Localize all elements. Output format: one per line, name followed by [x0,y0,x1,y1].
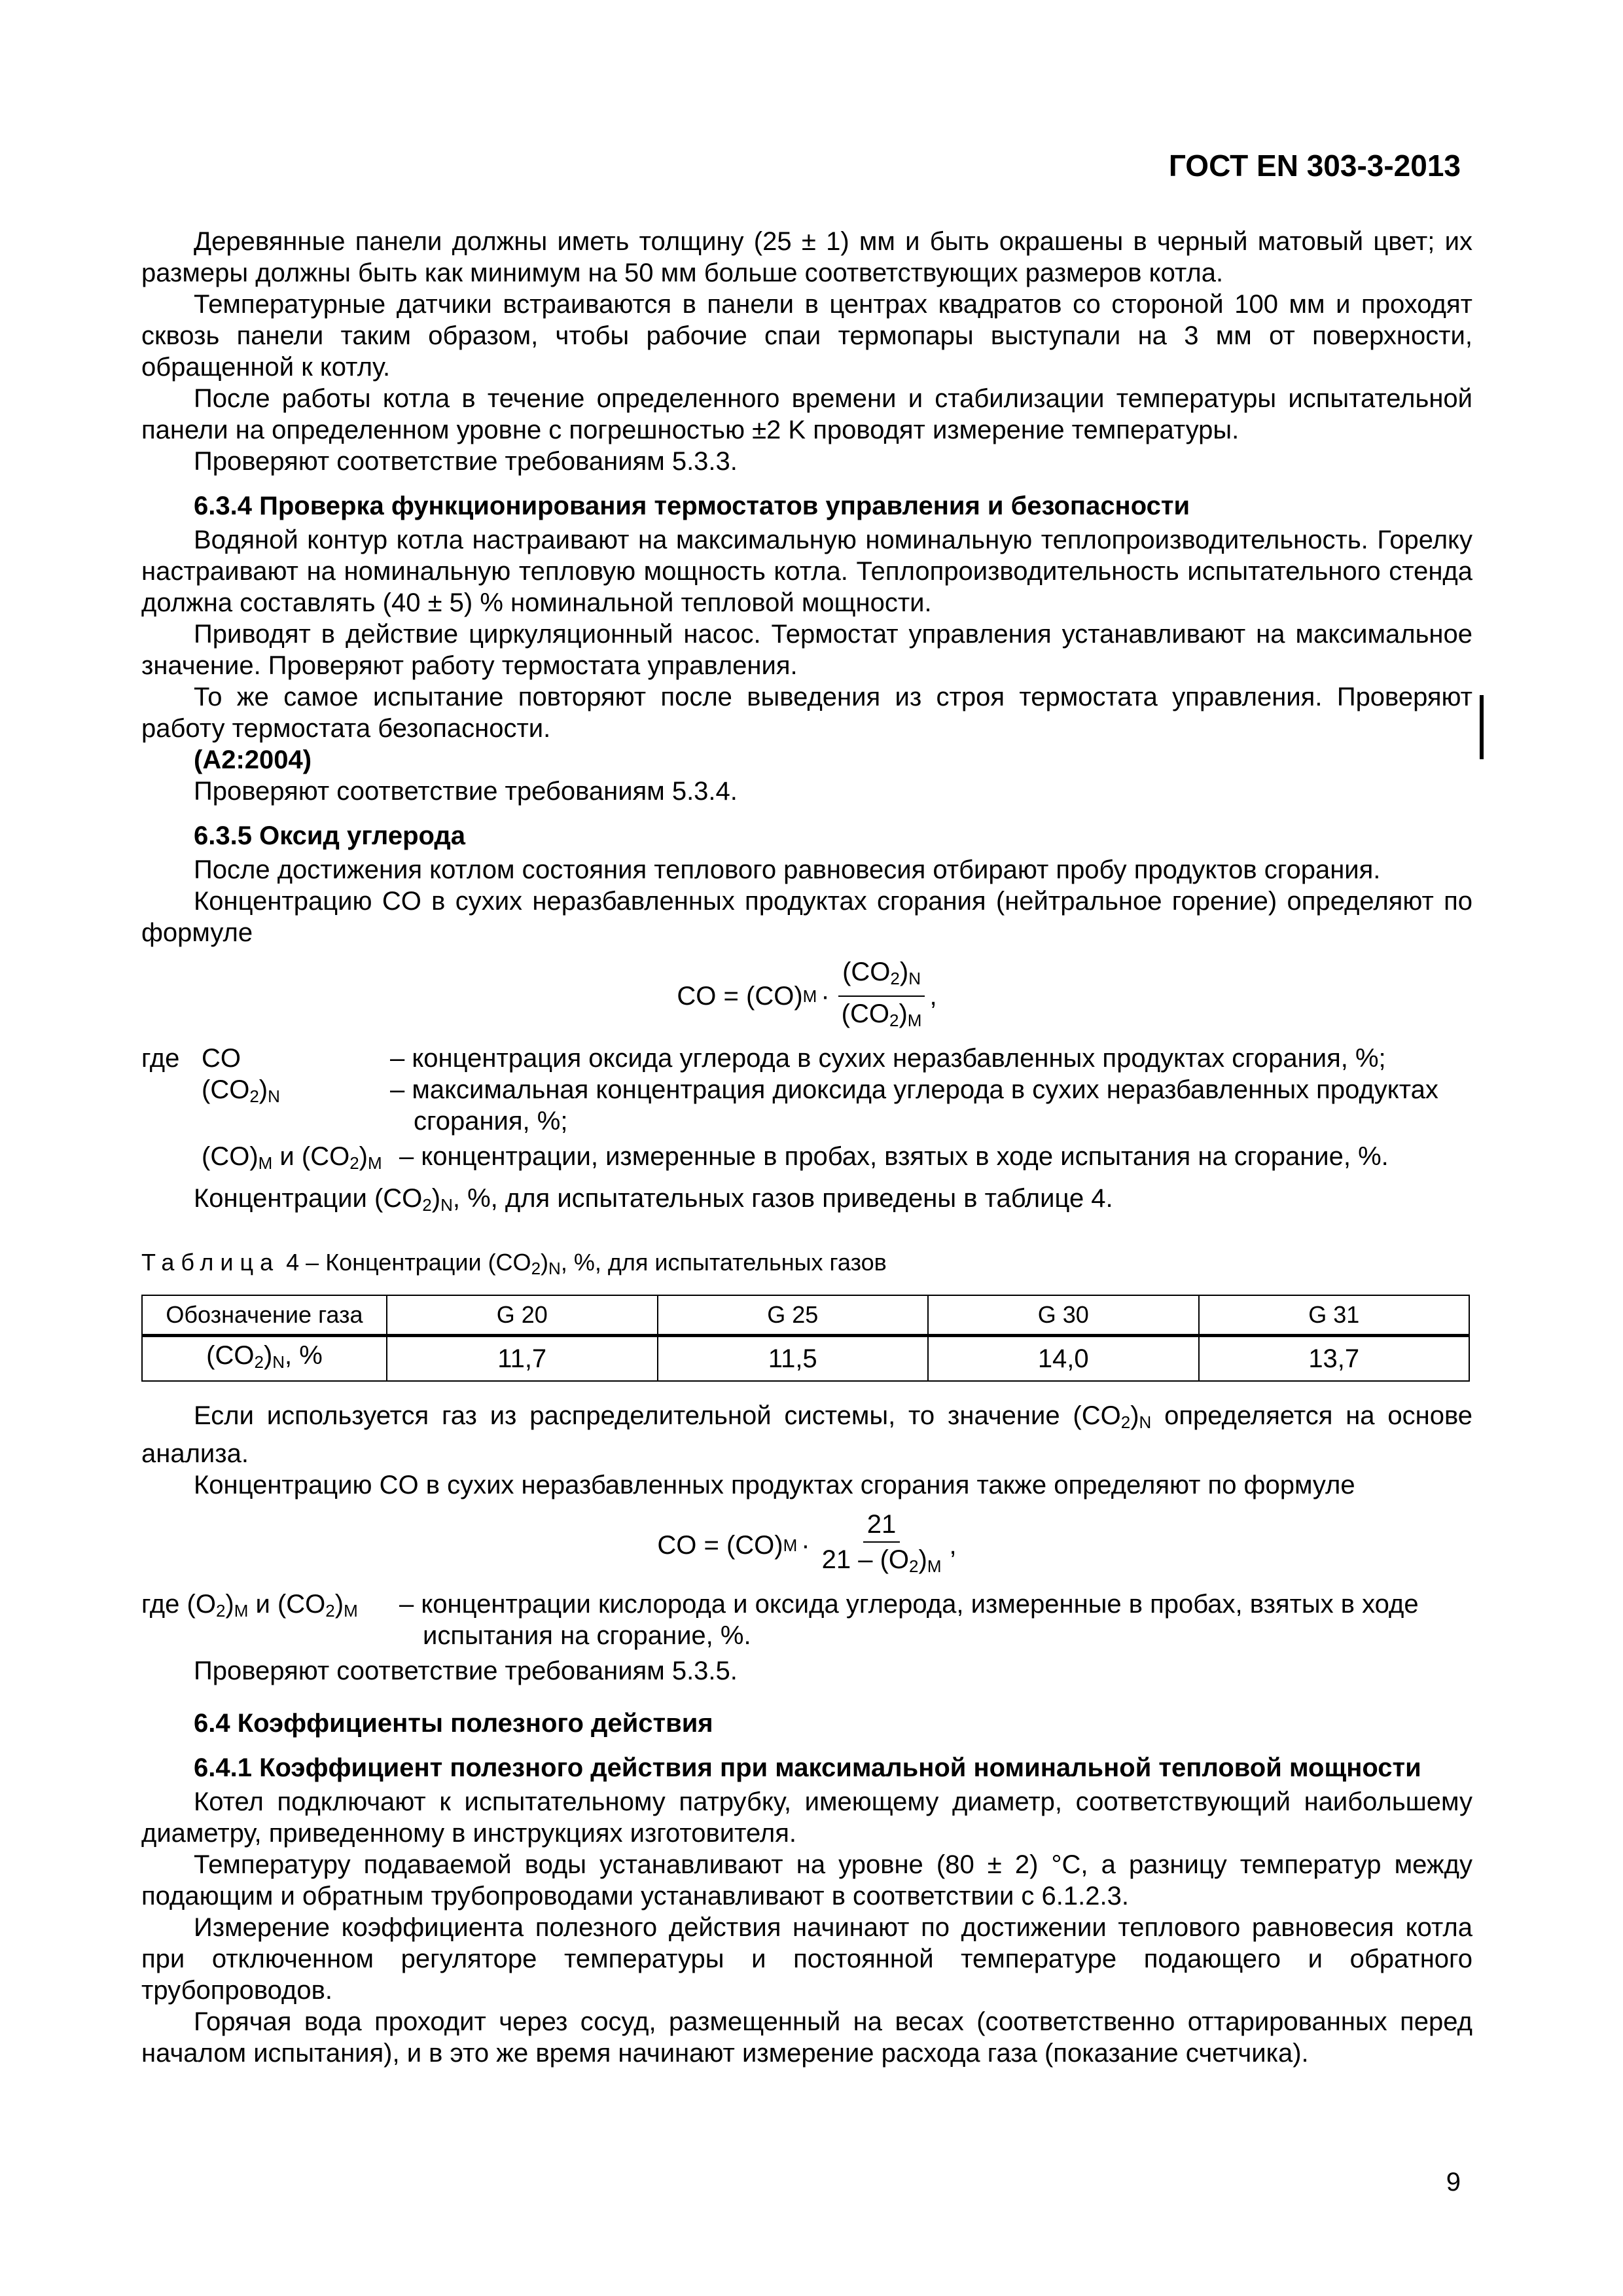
paragraph: Проверяют соответствие требованиям 5.3.3. [194,447,738,476]
table-caption-text: 4 – Концентрации (CO [279,1249,531,1276]
where-description: – концентрации кислорода и оксида углерода, измеренные в пробах, взятых в ходе испытания на сгорание, %. [399,1590,1419,1650]
table-cell: 13,7 [1199,1336,1470,1382]
where-list-row [141,1141,1472,1179]
subscript: M [927,1556,942,1576]
section-heading-6-4-1: 6.4.1 Коэффициент полезного действия при максимальной номинальной тепловой мощности [194,1753,1421,1782]
formula-comma: , [949,1531,957,1560]
amendment-reference: (А2:2004) [194,745,312,774]
subscript: 2 [909,1556,919,1576]
paragraph: Концентрацию CO в сухих неразбавленных продуктах сгорания (нейтральное горение) определяют по формуле [141,887,1472,947]
table-row-label [142,1336,387,1382]
paragraph [141,1183,1472,1221]
text: (CO [206,1341,255,1370]
subscript: M [783,1535,798,1555]
table-caption [141,1247,1472,1284]
paragraph: Котел подключают к испытательному патрубку, имеющему диаметр, соответствующий наибольшему диаметру, приведенному в инструкциях изготовителя. [141,1787,1472,1848]
subscript: 2 [531,1259,541,1278]
paragraph: Измерение коэффициента полезного действия начинают по достижении теплового равновесия котла при отключенном регуляторе температуры и постоянной температуре подающего и обратного трубопроводов. [141,1913,1472,2005]
subscript: N [1139,1412,1152,1432]
paragraph: Концентрацию CO в сухих неразбавленных продуктах сгорания также определяют по формуле [194,1471,1355,1499]
table-row [142,1336,1469,1382]
section-heading-6-3-4: 6.3.4 Проверка функционирования термостатов управления и безопасности [194,492,1190,520]
where-term-text: ) [259,1075,268,1104]
subscript: 2 [249,1086,259,1106]
subscript: 2 [254,1352,264,1372]
where-term-text: (CO [202,1075,250,1104]
formula-text: 21 – (O [821,1545,910,1574]
where-lead: где [141,1044,180,1073]
paragraph: Деревянные панели должны иметь толщину (25 ± 1) мм и быть окрашены в черный матовый цвет; их размеры должны быть как минимум на 50 мм больше соответствующих размеров котла. [141,227,1472,287]
formula-lhs: CO = (CO) [677,982,803,1011]
formula-co-2 [141,1509,1472,1582]
subscript: 2 [325,1601,335,1621]
subscript: 2 [1120,1412,1131,1432]
paragraph: Проверяют соответствие требованиям 5.3.4. [194,777,738,806]
where-term [141,1074,390,1137]
formula-fraction [818,1509,946,1582]
paragraph: Горячая вода проходит через сосуд, размещенный на весах (соответственно оттарированных перед началом испытания), и в это же время начинают измерение расхода газа (показание счетчика). [141,2007,1472,2068]
table-header-cell: G 25 [658,1295,929,1336]
text: ) [431,1184,441,1213]
text: , % [285,1341,323,1370]
paragraph: Приводят в действие циркуляционный насос. Термостат управления устанавливают на максимальное значение. Проверяют работу термостата управления. [141,620,1472,680]
where-term-text: ) [334,1590,344,1619]
table-cell: 14,0 [928,1336,1199,1382]
where-description: – концентрация оксида углерода в сухих неразбавленных продуктах сгорания, %; [390,1044,1386,1073]
where-term-text: и (CO [248,1590,326,1619]
text: определяется на основе анализа. [141,1401,1472,1468]
paragraph [141,1400,1472,1469]
subscript: 2 [215,1601,226,1621]
where-term-text: CO [202,1044,241,1073]
section-heading-6-4: 6.4 Коэффициенты полезного действия [194,1709,713,1738]
where-term [141,1141,399,1179]
paragraph: То же самое испытание повторяют после выведения из строя термостата управления. Проверяют работу термостата безопасности. [141,683,1472,743]
table-caption-text: , %, для испытательных газов [560,1249,887,1276]
table-cell: 11,5 [658,1336,929,1382]
subscript: N [268,1086,280,1106]
subscript: M [258,1153,273,1173]
formula-lhs: CO = (CO) [657,1531,783,1560]
text: ) [263,1341,273,1370]
table-header-cell: G 31 [1199,1295,1470,1336]
fraction-denominator [818,1543,946,1582]
subscript: 2 [889,1011,899,1030]
table-caption-label: Таблица [141,1249,280,1276]
where-term [141,1588,399,1651]
subscript: N [908,969,921,988]
paragraph: После работы котла в течение определенного времени и стабилизации температуры испытательной панели на определенном уровне с погрешностью ±2 K проводят измерение температуры. [141,384,1472,444]
table-cell: 11,7 [387,1336,658,1382]
subscript: M [344,1601,358,1621]
where-list [141,1043,1472,1137]
where-description: – концентрации, измеренные в пробах, взятых в ходе испытания на сгорание, %. [399,1142,1389,1171]
formula-text: (CO [842,958,891,986]
subscript: 2 [422,1195,432,1215]
where-term-text: (CO) [202,1142,259,1171]
formula-dot: · [801,1531,810,1560]
subscript: M [907,1011,922,1030]
formula-co-1 [141,956,1472,1036]
where-list-2 [141,1588,1472,1651]
paragraph: Проверяют соответствие требованиям 5.3.5. [194,1657,738,1685]
paragraph: Водяной контур котла настраивают на максимальную номинальную теплопроизводительность. Горелку настраивают на номинальную тепловую мощность котла. Теплопроизводительность испытательного стенда должна составлять (40 ± 5) % номинальной тепловой мощности. [141,526,1472,617]
formula-dot: · [821,982,830,1011]
formula-text: ) [899,999,908,1028]
document-body [141,226,1472,2069]
where-description: – максимальная концентрация диоксида углерода в сухих неразбавленных продуктах сгорания, %; [390,1075,1438,1136]
page-number: 9 [1446,2168,1461,2197]
where-term-text: ) [225,1590,234,1619]
table-header-cell: G 30 [928,1295,1199,1336]
formula-text: (CO [841,999,889,1028]
paragraph: Температуру подаваемой воды устанавливают на уровне (80 ± 2) °C, а разницу температур между подающим и обратным трубопроводами устанавливают в соответствии с 6.1.2.3. [141,1850,1472,1910]
subscript: M [802,986,817,1006]
section-heading-6-3-5: 6.3.5 Оксид углерода [194,821,466,850]
where-term-text: ) [359,1142,368,1171]
gas-concentration-table [141,1295,1470,1382]
subscript: N [440,1195,453,1215]
table-header-cell: G 20 [387,1295,658,1336]
subscript: 2 [890,969,900,988]
subscript: M [234,1601,249,1621]
formula-text: ) [918,1545,927,1574]
fraction-numerator [838,956,925,997]
paragraph: Температурные датчики встраиваются в панели в центрах квадратов со стороной 100 мм и проходят сквозь панели таким образом, чтобы рабочие спаи термопары выступали на 3 мм от поверхности, обращенной к котлу. [141,290,1472,382]
where-term [141,1043,390,1074]
change-bar [1480,695,1484,759]
formula-text: ) [899,958,909,986]
text: Если используется газ из распределительной системы, то значение (CO [194,1401,1121,1430]
subscript: 2 [349,1153,359,1173]
formula-fraction [838,956,926,1036]
text: Концентрации (CO [194,1184,423,1213]
table-header-row [142,1295,1469,1336]
table-caption-text: ) [541,1249,549,1276]
fraction-denominator [838,997,926,1036]
where-term-text: и (CO [272,1142,350,1171]
paragraph: После достижения котлом состояния теплового равновесия отбирают пробу продуктов сгорания. [194,855,1381,884]
subscript: N [548,1259,561,1278]
document-header-id: ГОСТ EN 303-3-2013 [1168,149,1461,183]
where-term-text: где (O [141,1590,216,1619]
table-header-cell: Обозначение газа [142,1295,387,1336]
text: , %, для испытательных газов приведены в таблице 4. [452,1184,1113,1213]
text: ) [1130,1401,1139,1430]
fraction-numerator: 21 [863,1509,901,1543]
formula-comma: , [929,982,937,1011]
subscript: N [272,1352,285,1372]
subscript: M [368,1153,382,1173]
